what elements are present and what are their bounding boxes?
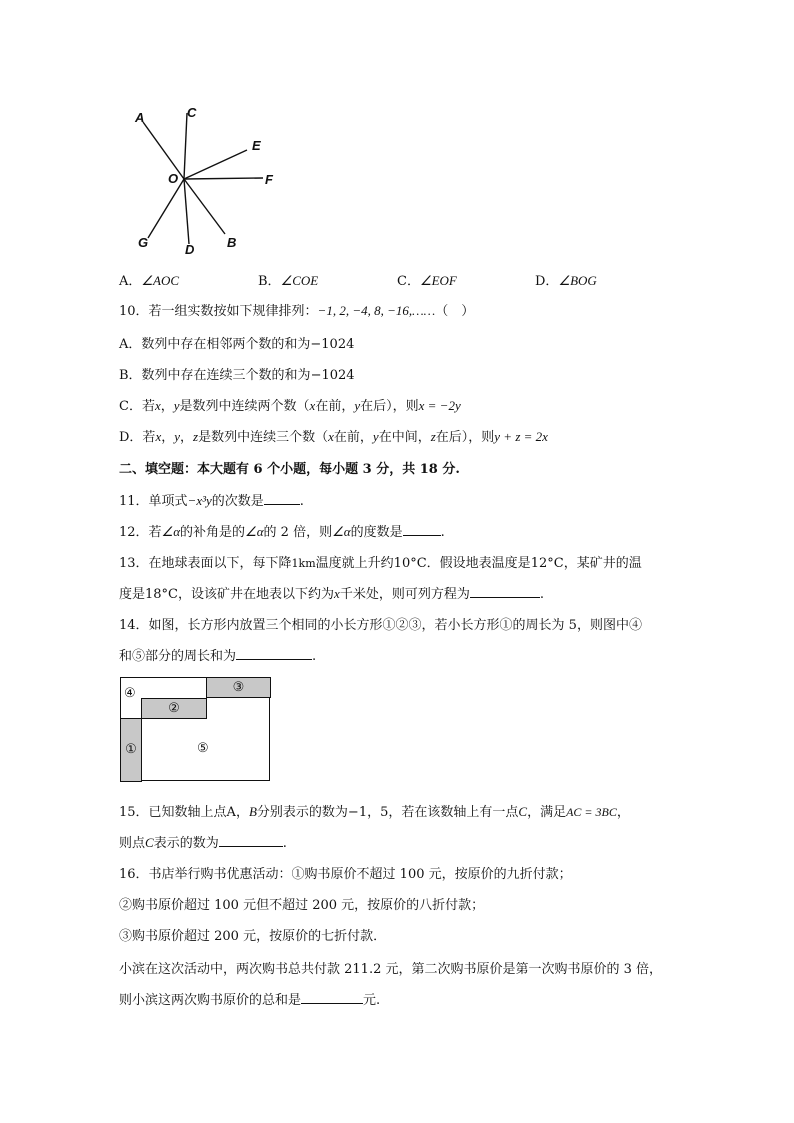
ray-OB: [184, 179, 225, 234]
q16-line3: ③购书原价超过 200 元，按原价的七折付款．: [119, 929, 387, 944]
rectangle-figure: [120, 677, 270, 781]
ray-OC: [184, 113, 187, 179]
q9-option-d: D．∠BOG: [535, 273, 597, 289]
small-rect-1: ①: [120, 718, 142, 782]
label-O: O: [168, 171, 179, 186]
ray-OD: [184, 179, 189, 244]
label-D: D: [185, 242, 195, 257]
q15-line2: 则点C表示的数为 .: [119, 835, 287, 851]
q10-option-b: B．数列中存在连续三个数的和为−1024: [119, 368, 355, 383]
q14-line2: 和⑤部分的周长和为 .: [119, 649, 317, 664]
q11: 11．单项式−x³y的次数是 .: [119, 493, 304, 509]
angle-rays-diagram: [125, 100, 285, 260]
q10-stem: 10．若一组实数按如下规律排列：−1, 2, −4, 8, −16,……（ ）: [119, 303, 475, 319]
small-rect-2: ②: [141, 698, 207, 719]
q12: 12．若∠α的补角是的∠α的 2 倍，则∠α的度数是 .: [119, 524, 445, 540]
q13-line2: 度是18°C，设该矿井在地表以下约为x千米处，则可列方程为 .: [119, 586, 544, 602]
region-4-label: ④: [124, 686, 136, 701]
q16-line4: 小滨在这次活动中，两次购书总共付款 211.2 元，第二次购书原价是第一次购书原价的 3 倍，: [119, 962, 663, 977]
q9-option-c: C．∠EOF: [397, 273, 457, 289]
q10-option-d: D．若x，y，z是数列中连续三个数（x在前，y在中间，z在后），则y + z = 2x: [119, 429, 548, 445]
q16-answer-blank[interactable]: [301, 991, 363, 1004]
ray-OG: [148, 179, 184, 238]
q12-answer-blank[interactable]: [403, 523, 441, 536]
q15-answer-blank[interactable]: [219, 834, 283, 847]
q13-answer-blank[interactable]: [470, 585, 540, 598]
q14-answer-blank[interactable]: [236, 647, 312, 660]
q9-option-b: B．∠COE: [258, 273, 319, 289]
ray-OF: [184, 178, 263, 179]
q9-option-a: A．∠AOC: [119, 273, 180, 289]
small-rect-3: ③: [206, 677, 271, 698]
q13-line1: 13．在地球表面以下，每下降1km温度就上升约10°C．假设地表温度是12°C，某矿井的温: [119, 556, 642, 571]
region-5-label: ⑤: [197, 741, 209, 756]
q15-line1: 15．已知数轴上点A，B分别表示的数为−1，5，若在该数轴上有一点C，满足AC = 3BC，: [119, 804, 630, 820]
q16-line2: ②购书原价超过 100 元但不超过 200 元，按原价的八折付款；: [119, 898, 485, 913]
q14-line1: 14．如图，长方形内放置三个相同的小长方形①②③，若小长方形①的周长为 5，则图中④: [119, 618, 642, 633]
label-B: B: [227, 235, 237, 250]
q11-answer-blank[interactable]: [264, 492, 300, 505]
label-G: G: [138, 235, 149, 250]
label-E: E: [252, 138, 261, 153]
label-C: C: [187, 105, 197, 120]
q16-line5: 则小滨这两次购书原价的总和是 元.: [119, 993, 381, 1008]
label-A: A: [135, 110, 145, 125]
q16-line1: 16．书店举行购书优惠活动：①购书原价不超过 100 元，按原价的九折付款；: [119, 867, 572, 882]
section-heading: 二、填空题：本大题有 6 个小题，每小题 3 分，共 18 分.: [119, 462, 460, 477]
q10-option-c: C．若x，y是数列中连续两个数（x在前，y在后），则x = −2y: [119, 398, 461, 414]
label-F: F: [265, 172, 273, 187]
ray-OE: [184, 150, 247, 179]
q10-option-a: A．数列中存在相邻两个数的和为−1024: [119, 337, 355, 352]
